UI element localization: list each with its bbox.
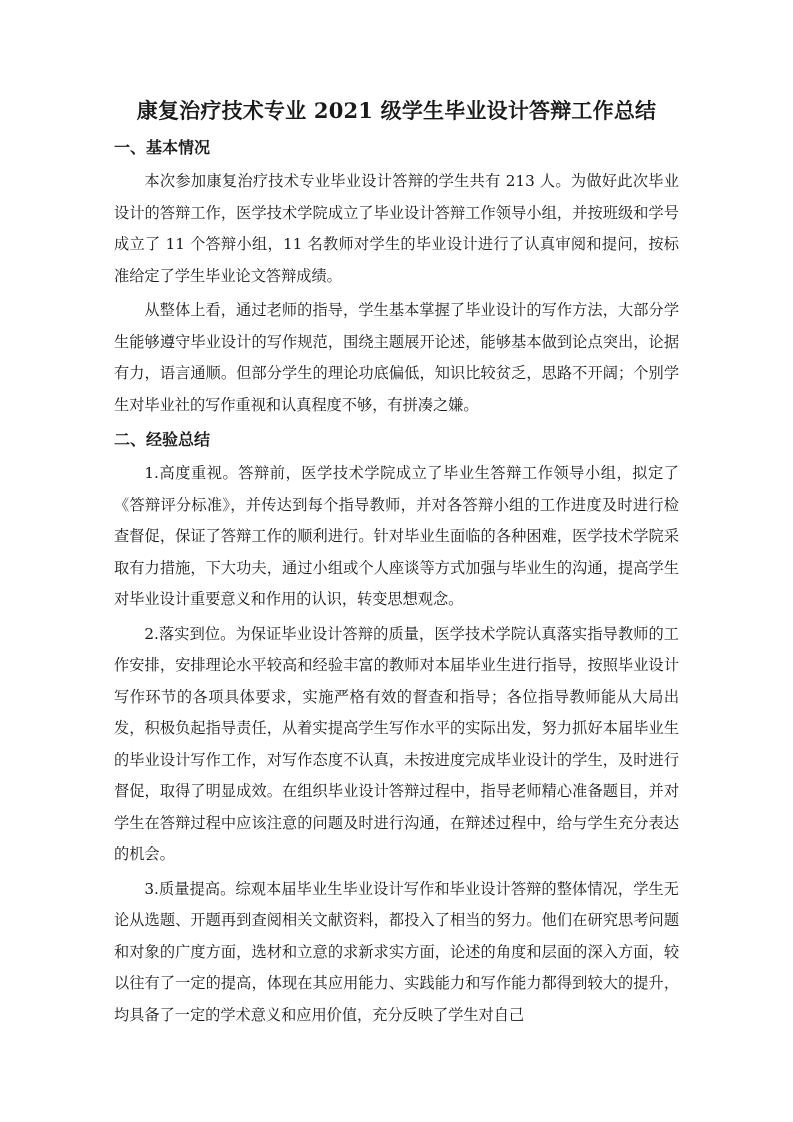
document-page [114,96,679,1031]
paragraph: 2.落实到位。为保证毕业设计答辩的质量，医学技术学院认真落实指导教师的工作安排，安排理论水平较高和经验丰富的教师对本届毕业生进行指导，按照毕业设计写作环节的各项具体要求，实施严格有效的督查和指导；各位指导教师能从大局出发，积极负起指导责任，从着实提高学生写作水平的实际出发，努力抓好本届毕业生的毕业设计写作工作，对写作态度不认真，未按进度完成毕业设计的学生，及时进行督促，取得了明显成效。在组织毕业设计答辩过程中，指导老师精心准备题目，并对学生在答辩过程中应该注意的问题及时进行沟通，在辩述过程中，给与学生充分表达的机会。 [114,624,679,863]
section-heading-experience-summary: 二、经验总结 [114,430,211,449]
paragraph: 从整体上看，通过老师的指导，学生基本掌握了毕业设计的写作方法，大部分学生能够遵守毕业设计的写作规范，围绕主题展开论述，能够基本做到论点突出，论据有力，语言通顺。但部分学生的理论功底偏低，知识比较贫乏，思路不开阔；个别学生对毕业社的写作重视和认真程度不够，有拼凑之嫌。 [114,301,679,414]
paragraph: 3.质量提高。综观本届毕业生毕业设计写作和毕业设计答辩的整体情况，学生无论从选题、开题再到查阅相关文献资料，都投入了相当的努力。他们在研究思考问题和对象的广度方面，选材和立意的求新求实方面，论述的角度和层面的深入方面，较以往有了一定的提高，体现在其应用能力、实践能力和写作能力都得到较大的提升，均具备了一定的学术意义和应用价值，充分反映了学生对自己 [114,879,679,1024]
paragraph: 1.高度重视。答辩前，医学技术学院成立了毕业生答辩工作领导小组，拟定了《答辩评分标准》，并传达到每个指导教师，并对各答辩小组的工作进度及时进行检查督促，保证了答辩工作的顺利进行。针对毕业生面临的各种困难，医学技术学院采取有力措施，下大功夫，通过小组或个人座谈等方式加强与毕业生的沟通，提高学生对毕业设计重要意义和作用的认识，转变思想观念。 [114,464,679,608]
document-title: 康复治疗技术专业 2021 级学生毕业设计答辩工作总结 [136,98,657,123]
section-heading-basic-situation: 一、基本情况 [114,138,211,157]
paragraph: 本次参加康复治疗技术专业毕业设计答辩的学生共有 213 人。为做好此次毕业设计的答辩工作，医学技术学院成立了毕业设计答辩工作领导小组，并按班级和学号成立了 11 个答辩小组，11 名教师对学生的毕业设计进行了认真审阅和提问，按标准给定了学生毕业论文答辩成绩。 [114,172,679,285]
